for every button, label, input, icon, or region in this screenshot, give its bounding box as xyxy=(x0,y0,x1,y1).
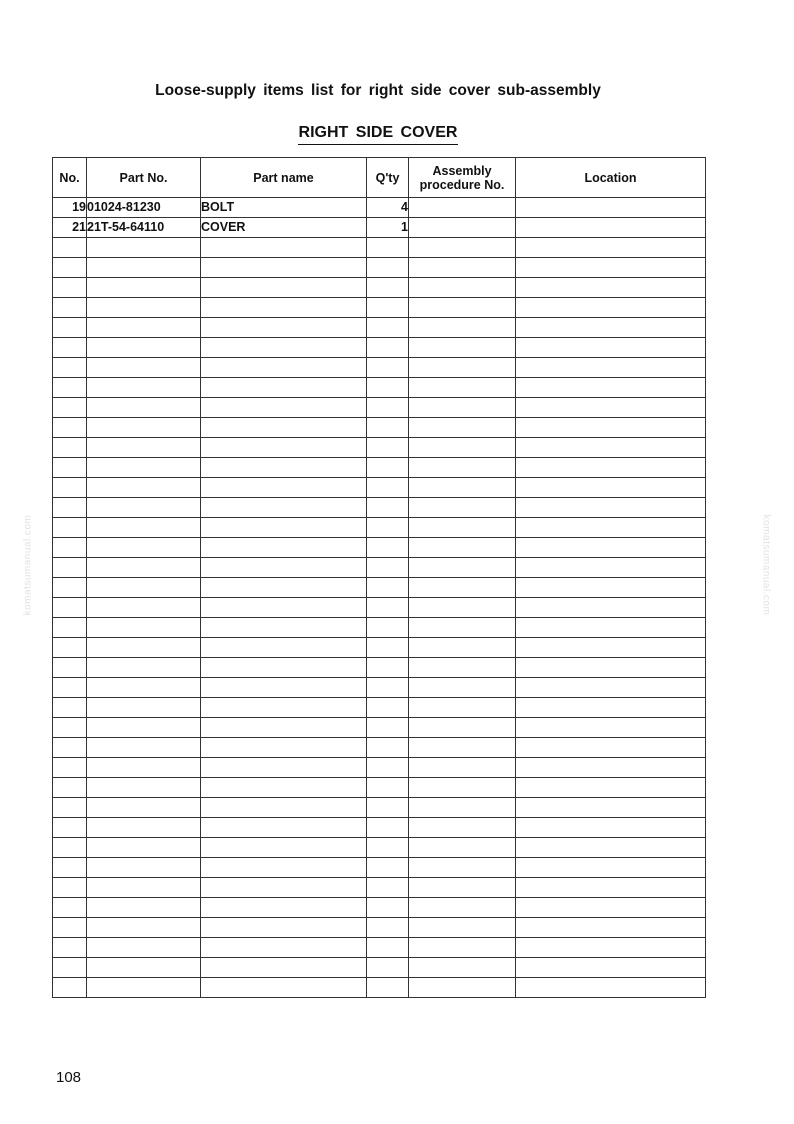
section-title: RIGHT SIDE COVER xyxy=(298,124,459,145)
header-part-name: Part name xyxy=(201,158,367,198)
cell-part-name xyxy=(201,238,367,258)
cell-location xyxy=(516,398,706,418)
cell-location xyxy=(516,458,706,478)
cell-location xyxy=(516,478,706,498)
cell-part-no: 01024-81230 xyxy=(87,198,201,218)
table-row xyxy=(53,818,706,838)
cell-part-name xyxy=(201,258,367,278)
cell-no xyxy=(53,418,87,438)
cell-qty: 4 xyxy=(367,198,409,218)
cell-qty xyxy=(367,878,409,898)
cell-assembly-procedure xyxy=(409,758,516,778)
cell-assembly-procedure xyxy=(409,738,516,758)
cell-qty xyxy=(367,578,409,598)
cell-qty xyxy=(367,598,409,618)
cell-assembly-procedure xyxy=(409,338,516,358)
table-row xyxy=(53,758,706,778)
cell-qty xyxy=(367,678,409,698)
table-row xyxy=(53,318,706,338)
cell-qty xyxy=(367,478,409,498)
cell-no xyxy=(53,678,87,698)
cell-no xyxy=(53,938,87,958)
header-assembly-line1: Assembly xyxy=(432,163,492,178)
cell-qty xyxy=(367,758,409,778)
cell-part-no xyxy=(87,498,201,518)
cell-qty xyxy=(367,458,409,478)
table-row xyxy=(53,858,706,878)
cell-qty xyxy=(367,518,409,538)
cell-part-no: 21T-54-64110 xyxy=(87,218,201,238)
header-no: No. xyxy=(53,158,87,198)
cell-assembly-procedure xyxy=(409,778,516,798)
table-row xyxy=(53,218,706,238)
cell-location xyxy=(516,518,706,538)
cell-qty xyxy=(367,438,409,458)
cell-part-name xyxy=(201,618,367,638)
cell-qty xyxy=(367,978,409,998)
cell-location xyxy=(516,318,706,338)
table-row xyxy=(53,198,706,218)
watermark-left: komatsumanual.com xyxy=(22,514,34,616)
cell-location xyxy=(516,618,706,638)
cell-part-name xyxy=(201,498,367,518)
table-row xyxy=(53,738,706,758)
cell-no xyxy=(53,918,87,938)
cell-no: 19 xyxy=(53,198,87,218)
cell-assembly-procedure xyxy=(409,418,516,438)
cell-assembly-procedure xyxy=(409,638,516,658)
table-row xyxy=(53,898,706,918)
cell-qty xyxy=(367,238,409,258)
cell-part-name xyxy=(201,438,367,458)
cell-location xyxy=(516,778,706,798)
cell-no xyxy=(53,478,87,498)
table-row xyxy=(53,338,706,358)
cell-assembly-procedure xyxy=(409,898,516,918)
cell-no xyxy=(53,958,87,978)
cell-location xyxy=(516,838,706,858)
table-row xyxy=(53,458,706,478)
cell-part-name xyxy=(201,878,367,898)
header-qty: Q'ty xyxy=(367,158,409,198)
cell-assembly-procedure xyxy=(409,958,516,978)
cell-location xyxy=(516,218,706,238)
table-row xyxy=(53,558,706,578)
cell-location xyxy=(516,598,706,618)
cell-part-name xyxy=(201,778,367,798)
cell-part-no xyxy=(87,578,201,598)
cell-location xyxy=(516,718,706,738)
cell-location xyxy=(516,678,706,698)
watermark-right: komatsumanual.com xyxy=(760,514,772,616)
table-row xyxy=(53,778,706,798)
cell-part-no xyxy=(87,378,201,398)
cell-assembly-procedure xyxy=(409,698,516,718)
cell-no xyxy=(53,498,87,518)
cell-no xyxy=(53,378,87,398)
header-assembly-procedure xyxy=(409,158,516,198)
table-row xyxy=(53,838,706,858)
cell-no xyxy=(53,638,87,658)
cell-part-name xyxy=(201,658,367,678)
table-row xyxy=(53,798,706,818)
cell-part-no xyxy=(87,658,201,678)
cell-no xyxy=(53,538,87,558)
cell-assembly-procedure xyxy=(409,438,516,458)
cell-location xyxy=(516,578,706,598)
cell-qty xyxy=(367,838,409,858)
cell-part-no xyxy=(87,618,201,638)
cell-qty xyxy=(367,398,409,418)
cell-part-name xyxy=(201,758,367,778)
cell-part-name xyxy=(201,858,367,878)
cell-part-no xyxy=(87,718,201,738)
table-header-row xyxy=(53,158,706,198)
cell-part-name xyxy=(201,638,367,658)
cell-qty xyxy=(367,358,409,378)
cell-part-no xyxy=(87,838,201,858)
cell-part-no xyxy=(87,698,201,718)
cell-assembly-procedure xyxy=(409,258,516,278)
table-row xyxy=(53,618,706,638)
cell-location xyxy=(516,358,706,378)
table-row xyxy=(53,258,706,278)
cell-no xyxy=(53,778,87,798)
cell-part-no xyxy=(87,338,201,358)
cell-no xyxy=(53,558,87,578)
cell-assembly-procedure xyxy=(409,278,516,298)
cell-location xyxy=(516,418,706,438)
cell-location xyxy=(516,258,706,278)
cell-part-name xyxy=(201,798,367,818)
header-location: Location xyxy=(516,158,706,198)
cell-part-name xyxy=(201,318,367,338)
cell-location xyxy=(516,198,706,218)
cell-qty xyxy=(367,658,409,678)
cell-no xyxy=(53,898,87,918)
cell-location xyxy=(516,238,706,258)
page-number: 108 xyxy=(56,1069,82,1086)
cell-no xyxy=(53,578,87,598)
cell-location xyxy=(516,338,706,358)
cell-qty xyxy=(367,638,409,658)
cell-part-no xyxy=(87,538,201,558)
cell-part-name xyxy=(201,278,367,298)
cell-qty xyxy=(367,858,409,878)
table-row xyxy=(53,698,706,718)
cell-qty xyxy=(367,258,409,278)
cell-part-name xyxy=(201,678,367,698)
cell-qty xyxy=(367,338,409,358)
cell-assembly-procedure xyxy=(409,658,516,678)
table-row xyxy=(53,518,706,538)
table-row xyxy=(53,398,706,418)
cell-part-no xyxy=(87,458,201,478)
cell-part-name xyxy=(201,358,367,378)
cell-no xyxy=(53,358,87,378)
cell-part-no xyxy=(87,918,201,938)
cell-location xyxy=(516,278,706,298)
cell-assembly-procedure xyxy=(409,798,516,818)
cell-part-no xyxy=(87,798,201,818)
cell-location xyxy=(516,378,706,398)
cell-no xyxy=(53,818,87,838)
cell-assembly-procedure xyxy=(409,378,516,398)
cell-part-no xyxy=(87,598,201,618)
table-row xyxy=(53,918,706,938)
cell-no xyxy=(53,398,87,418)
cell-assembly-procedure xyxy=(409,918,516,938)
cell-qty xyxy=(367,958,409,978)
table-row xyxy=(53,638,706,658)
cell-assembly-procedure xyxy=(409,978,516,998)
cell-assembly-procedure xyxy=(409,558,516,578)
cell-no xyxy=(53,278,87,298)
cell-part-no xyxy=(87,258,201,278)
cell-part-no xyxy=(87,638,201,658)
cell-assembly-procedure xyxy=(409,518,516,538)
cell-location xyxy=(516,898,706,918)
cell-no xyxy=(53,518,87,538)
cell-qty xyxy=(367,318,409,338)
cell-location xyxy=(516,958,706,978)
cell-part-name xyxy=(201,598,367,618)
cell-part-name xyxy=(201,478,367,498)
table-body xyxy=(53,198,706,998)
cell-qty xyxy=(367,798,409,818)
cell-part-name xyxy=(201,538,367,558)
cell-part-no xyxy=(87,978,201,998)
cell-qty xyxy=(367,378,409,398)
cell-no xyxy=(53,858,87,878)
cell-location xyxy=(516,498,706,518)
table-row xyxy=(53,498,706,518)
cell-assembly-procedure xyxy=(409,298,516,318)
cell-no xyxy=(53,738,87,758)
cell-part-no xyxy=(87,238,201,258)
cell-assembly-procedure xyxy=(409,598,516,618)
cell-qty xyxy=(367,558,409,578)
cell-location xyxy=(516,878,706,898)
table-row xyxy=(53,438,706,458)
cell-part-name xyxy=(201,698,367,718)
cell-part-name xyxy=(201,418,367,438)
cell-qty xyxy=(367,618,409,638)
cell-part-no xyxy=(87,858,201,878)
cell-no xyxy=(53,258,87,278)
cell-part-name xyxy=(201,958,367,978)
cell-part-no xyxy=(87,518,201,538)
cell-location xyxy=(516,658,706,678)
cell-no xyxy=(53,338,87,358)
cell-assembly-procedure xyxy=(409,358,516,378)
cell-location xyxy=(516,938,706,958)
table-row xyxy=(53,358,706,378)
cell-qty xyxy=(367,818,409,838)
cell-part-name xyxy=(201,578,367,598)
table-row xyxy=(53,238,706,258)
cell-assembly-procedure xyxy=(409,458,516,478)
cell-qty xyxy=(367,718,409,738)
cell-part-name xyxy=(201,378,367,398)
cell-qty xyxy=(367,918,409,938)
cell-no xyxy=(53,798,87,818)
table-row xyxy=(53,298,706,318)
cell-location xyxy=(516,818,706,838)
cell-no xyxy=(53,698,87,718)
cell-qty xyxy=(367,418,409,438)
cell-assembly-procedure xyxy=(409,318,516,338)
cell-location xyxy=(516,978,706,998)
cell-assembly-procedure xyxy=(409,198,516,218)
cell-part-name: COVER xyxy=(201,218,367,238)
table-row xyxy=(53,578,706,598)
cell-part-name xyxy=(201,918,367,938)
cell-no xyxy=(53,458,87,478)
cell-no xyxy=(53,838,87,858)
table-row xyxy=(53,678,706,698)
cell-no xyxy=(53,438,87,458)
cell-qty xyxy=(367,298,409,318)
cell-part-no xyxy=(87,478,201,498)
cell-assembly-procedure xyxy=(409,538,516,558)
table-row xyxy=(53,598,706,618)
cell-no xyxy=(53,878,87,898)
cell-part-name xyxy=(201,558,367,578)
cell-part-no xyxy=(87,818,201,838)
cell-assembly-procedure xyxy=(409,938,516,958)
table-row xyxy=(53,418,706,438)
cell-location xyxy=(516,918,706,938)
cell-part-no xyxy=(87,678,201,698)
cell-part-no xyxy=(87,298,201,318)
cell-part-name xyxy=(201,818,367,838)
cell-location xyxy=(516,698,706,718)
table-row xyxy=(53,718,706,738)
cell-location xyxy=(516,758,706,778)
cell-location xyxy=(516,558,706,578)
cell-part-name xyxy=(201,338,367,358)
table-row xyxy=(53,938,706,958)
cell-part-name xyxy=(201,398,367,418)
cell-no xyxy=(53,598,87,618)
cell-assembly-procedure xyxy=(409,858,516,878)
cell-location xyxy=(516,538,706,558)
cell-no xyxy=(53,978,87,998)
table-row xyxy=(53,958,706,978)
cell-part-no xyxy=(87,418,201,438)
cell-no xyxy=(53,318,87,338)
cell-assembly-procedure xyxy=(409,718,516,738)
header-assembly-line2: procedure No. xyxy=(419,177,505,192)
cell-location xyxy=(516,858,706,878)
cell-part-name xyxy=(201,938,367,958)
cell-location xyxy=(516,638,706,658)
cell-no: 21 xyxy=(53,218,87,238)
cell-part-no xyxy=(87,778,201,798)
cell-qty xyxy=(367,498,409,518)
cell-no xyxy=(53,758,87,778)
cell-part-no xyxy=(87,358,201,378)
cell-location xyxy=(516,438,706,458)
cell-part-no xyxy=(87,278,201,298)
cell-part-name xyxy=(201,838,367,858)
parts-table xyxy=(52,157,706,998)
table-row xyxy=(53,658,706,678)
cell-part-no xyxy=(87,758,201,778)
cell-no xyxy=(53,718,87,738)
cell-location xyxy=(516,298,706,318)
subtitle-container xyxy=(0,124,756,145)
cell-qty xyxy=(367,698,409,718)
cell-part-name xyxy=(201,298,367,318)
cell-part-name xyxy=(201,518,367,538)
cell-part-name xyxy=(201,718,367,738)
cell-assembly-procedure xyxy=(409,398,516,418)
cell-part-name xyxy=(201,458,367,478)
cell-part-no xyxy=(87,898,201,918)
cell-assembly-procedure xyxy=(409,678,516,698)
cell-qty xyxy=(367,278,409,298)
cell-assembly-procedure xyxy=(409,838,516,858)
cell-qty xyxy=(367,778,409,798)
cell-assembly-procedure xyxy=(409,818,516,838)
cell-qty xyxy=(367,938,409,958)
cell-part-no xyxy=(87,438,201,458)
table-row xyxy=(53,278,706,298)
cell-part-name xyxy=(201,738,367,758)
cell-qty xyxy=(367,898,409,918)
cell-qty xyxy=(367,538,409,558)
table-row xyxy=(53,538,706,558)
cell-no xyxy=(53,658,87,678)
cell-assembly-procedure xyxy=(409,878,516,898)
cell-no xyxy=(53,618,87,638)
cell-assembly-procedure xyxy=(409,498,516,518)
table-row xyxy=(53,878,706,898)
table-row xyxy=(53,378,706,398)
page-heading: Loose-supply items list for right side cover sub-assembly xyxy=(155,82,601,99)
cell-part-name xyxy=(201,898,367,918)
cell-assembly-procedure xyxy=(409,618,516,638)
cell-no xyxy=(53,238,87,258)
cell-assembly-procedure xyxy=(409,238,516,258)
cell-part-name xyxy=(201,978,367,998)
cell-location xyxy=(516,738,706,758)
table-row xyxy=(53,478,706,498)
cell-no xyxy=(53,298,87,318)
cell-part-no xyxy=(87,878,201,898)
cell-part-no xyxy=(87,558,201,578)
cell-assembly-procedure xyxy=(409,478,516,498)
table-row xyxy=(53,978,706,998)
cell-location xyxy=(516,798,706,818)
cell-qty xyxy=(367,738,409,758)
cell-part-no xyxy=(87,738,201,758)
cell-part-no xyxy=(87,398,201,418)
cell-part-no xyxy=(87,318,201,338)
cell-part-no xyxy=(87,958,201,978)
header-part-no: Part No. xyxy=(87,158,201,198)
cell-qty: 1 xyxy=(367,218,409,238)
cell-part-no xyxy=(87,938,201,958)
cell-part-name: BOLT xyxy=(201,198,367,218)
cell-assembly-procedure xyxy=(409,578,516,598)
cell-assembly-procedure xyxy=(409,218,516,238)
